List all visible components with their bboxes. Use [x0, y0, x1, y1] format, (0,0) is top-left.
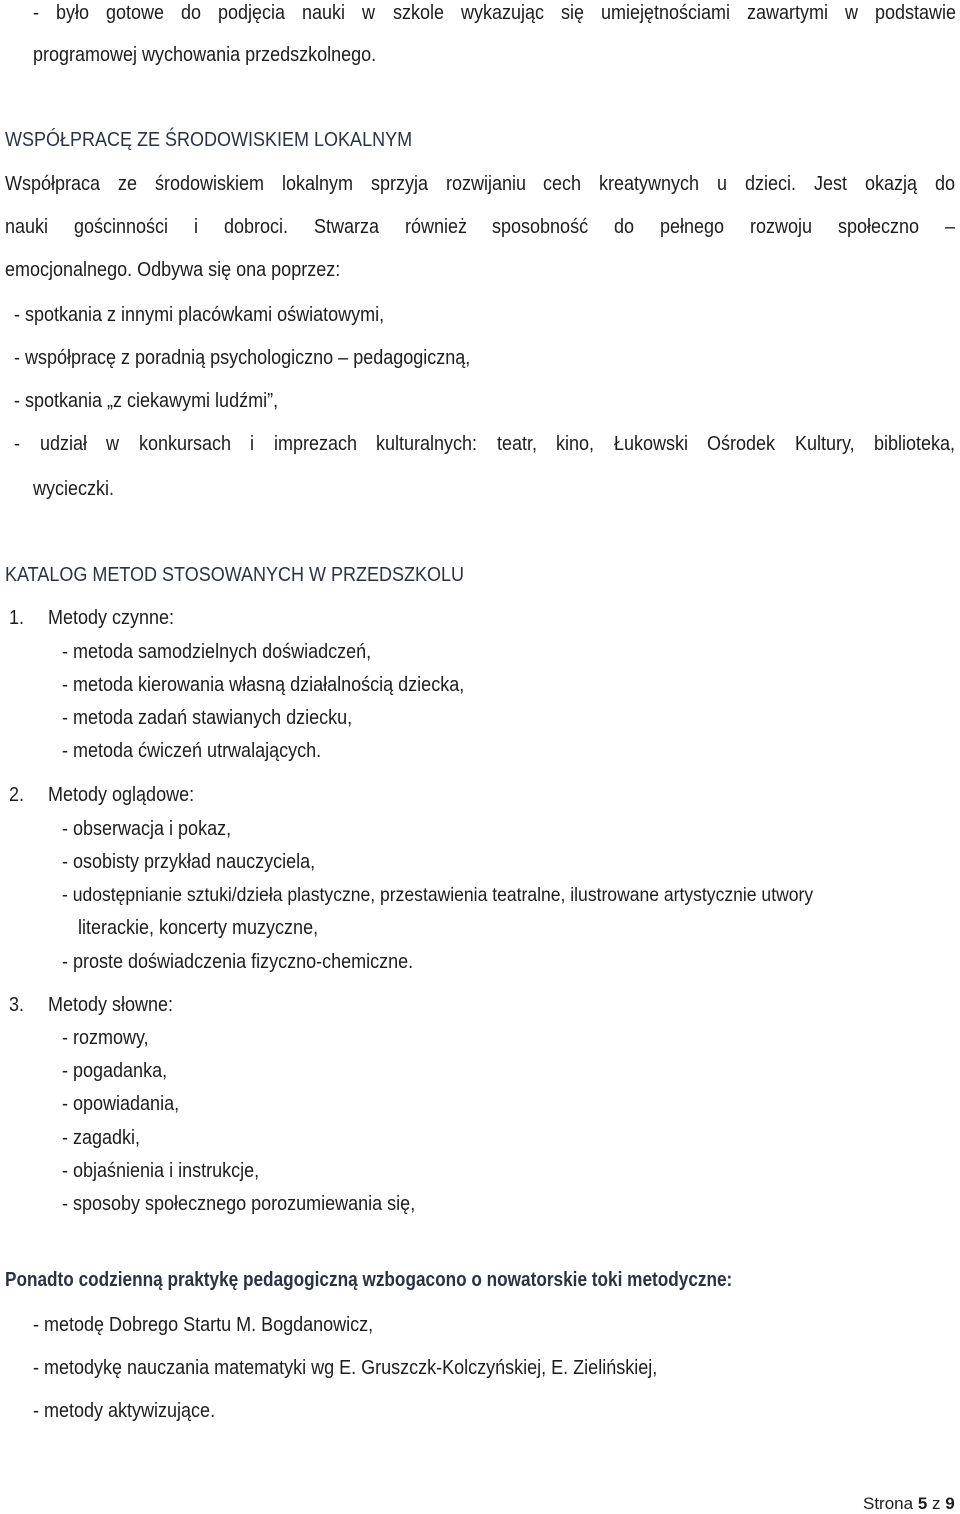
justified-word: gotowe	[106, 2, 165, 24]
justified-word: w	[106, 433, 120, 455]
innovative-methods-item: - metody aktywizujące.	[33, 1400, 216, 1422]
cooperation-bullet-2: - współpracę z poradnią psychologiczno – pedagogiczną,	[14, 347, 471, 369]
methods-group-3-item: - objaśnienia i instrukcje,	[62, 1160, 260, 1182]
methods-group-1-item: - metoda kierowania własną działalnością dziecka,	[62, 674, 465, 696]
justified-word: do	[934, 173, 955, 195]
justified-word: sprzyja	[370, 173, 428, 195]
justified-word: konkursach	[138, 433, 231, 455]
current-page-number: 5	[917, 1494, 928, 1513]
methods-group-3-num: 3.	[9, 994, 25, 1016]
justified-word: dzieci.	[745, 173, 797, 195]
justified-word: u	[717, 173, 728, 195]
justified-word: również	[404, 216, 467, 238]
justified-word: rozwijaniu	[445, 173, 526, 195]
justified-word: biblioteka,	[873, 433, 956, 455]
methods-group-1-item: - metoda samodzielnych doświadczeń,	[62, 641, 372, 663]
page-separator: z	[932, 1494, 941, 1513]
justified-word: było	[56, 2, 90, 24]
justified-word: w	[362, 2, 376, 24]
cooperation-bullet-4-line-1	[14, 432, 955, 456]
methods-group-2-num: 2.	[9, 784, 25, 806]
intro-line-2: programowej wychowania przedszkolnego.	[33, 44, 377, 66]
section-heading-cooperation: WSPÓŁPRACĘ ZE ŚRODOWISKIEM LOKALNYM	[5, 129, 413, 151]
justified-word: kino,	[556, 433, 595, 455]
justified-word: -	[33, 2, 40, 24]
justified-word: sposobność	[492, 216, 589, 238]
justified-word: do	[181, 2, 202, 24]
justified-word: teatr,	[496, 433, 537, 455]
cooperation-para-line-3: emocjonalnego. Odbywa się ona poprzez:	[5, 259, 341, 281]
justified-word: Łukowski	[613, 433, 688, 455]
methods-group-3-item: - sposoby społecznego porozumiewania się,	[62, 1193, 416, 1215]
methods-group-1-num: 1.	[9, 607, 25, 629]
methods-group-3-item: - opowiadania,	[62, 1093, 180, 1115]
justified-word: gościnności	[73, 216, 168, 238]
justified-word: podjęcia	[218, 2, 286, 24]
methods-group-2-item: literackie, koncerty muzyczne,	[78, 917, 319, 939]
methods-group-2-title: Metody oglądowe:	[48, 784, 195, 806]
innovative-methods-item: - metodykę nauczania matematyki wg E. Gruszczk-Kolczyńskiej, E. Zielińskiej,	[33, 1357, 658, 1379]
section-heading-innovative-methods: Ponadto codzienną praktykę pedagogiczną wzbogacono o nowatorskie toki metodyczne:	[5, 1269, 733, 1291]
methods-group-2-item: - udostępnianie sztuki/dzieła plastyczne, przestawienia teatralne, ilustrowane artystycznie utwory	[62, 884, 814, 906]
methods-group-1-item: - metoda zadań stawianych dziecku,	[62, 707, 353, 729]
justified-word: lokalnym	[281, 173, 353, 195]
cooperation-bullet-3: - spotkania „z ciekawymi ludźmi”,	[14, 390, 279, 412]
justified-word: się	[560, 2, 584, 24]
justified-word: Współpraca	[5, 173, 101, 195]
justified-word: i	[193, 216, 198, 238]
intro-line-1	[33, 1, 956, 25]
justified-word: środowiskiem	[154, 173, 264, 195]
justified-word: cech	[543, 173, 582, 195]
total-pages-number: 9	[945, 1494, 955, 1513]
justified-word: -	[14, 433, 21, 455]
justified-word: do	[614, 216, 635, 238]
justified-word: kreatywnych	[599, 173, 700, 195]
cooperation-bullet-4-line-2: wycieczki.	[33, 478, 115, 500]
justified-word: Stwarza	[313, 216, 379, 238]
justified-word: Ośrodek	[707, 433, 776, 455]
justified-word: nauki	[5, 216, 49, 238]
methods-group-3-item: - zagadki,	[62, 1127, 141, 1149]
justified-word: ze	[117, 173, 137, 195]
justified-word: społeczno	[838, 216, 920, 238]
justified-word: zawartymi	[746, 2, 828, 24]
justified-word: wykazując	[460, 2, 544, 24]
justified-word: w	[844, 2, 858, 24]
justified-word: kulturalnych:	[376, 433, 478, 455]
justified-word: pełnego	[660, 216, 725, 238]
methods-group-2-item: - obserwacja i pokaz,	[62, 818, 232, 840]
justified-word: nauki	[302, 2, 346, 24]
justified-word: Jest	[814, 173, 848, 195]
justified-word: Kultury,	[794, 433, 855, 455]
methods-group-2-item: - osobisty przykład nauczyciela,	[62, 851, 316, 873]
cooperation-para-line-2	[5, 215, 955, 239]
justified-word: podstawie	[874, 2, 956, 24]
page-number-footer	[863, 1494, 955, 1514]
methods-group-1-item: - metoda ćwiczeń utrwalających.	[62, 740, 322, 762]
justified-word: dobroci.	[223, 216, 288, 238]
page-label: Strona	[863, 1494, 914, 1513]
justified-word: i	[250, 433, 255, 455]
justified-word: szkole	[392, 2, 444, 24]
justified-word: udział	[39, 433, 87, 455]
methods-group-2-item: - proste doświadczenia fizyczno-chemiczne.	[62, 951, 414, 973]
cooperation-bullet-1: - spotkania z innymi placówkami oświatowymi,	[14, 304, 385, 326]
justified-word: okazją	[865, 173, 918, 195]
cooperation-para-line-1	[5, 172, 955, 196]
justified-word: rozwoju	[750, 216, 813, 238]
innovative-methods-item: - metodę Dobrego Startu M. Bogdanowicz,	[33, 1314, 374, 1336]
justified-word: imprezach	[273, 433, 357, 455]
methods-group-3-item: - rozmowy,	[62, 1027, 149, 1049]
methods-group-3-item: - pogadanka,	[62, 1060, 168, 1082]
justified-word: umiejętnościami	[600, 2, 730, 24]
methods-group-1-title: Metody czynne:	[48, 607, 175, 629]
methods-group-3-title: Metody słowne:	[48, 994, 174, 1016]
section-heading-methods: KATALOG METOD STOSOWANYCH W PRZEDSZKOLU	[5, 564, 465, 586]
justified-word: –	[944, 216, 955, 238]
